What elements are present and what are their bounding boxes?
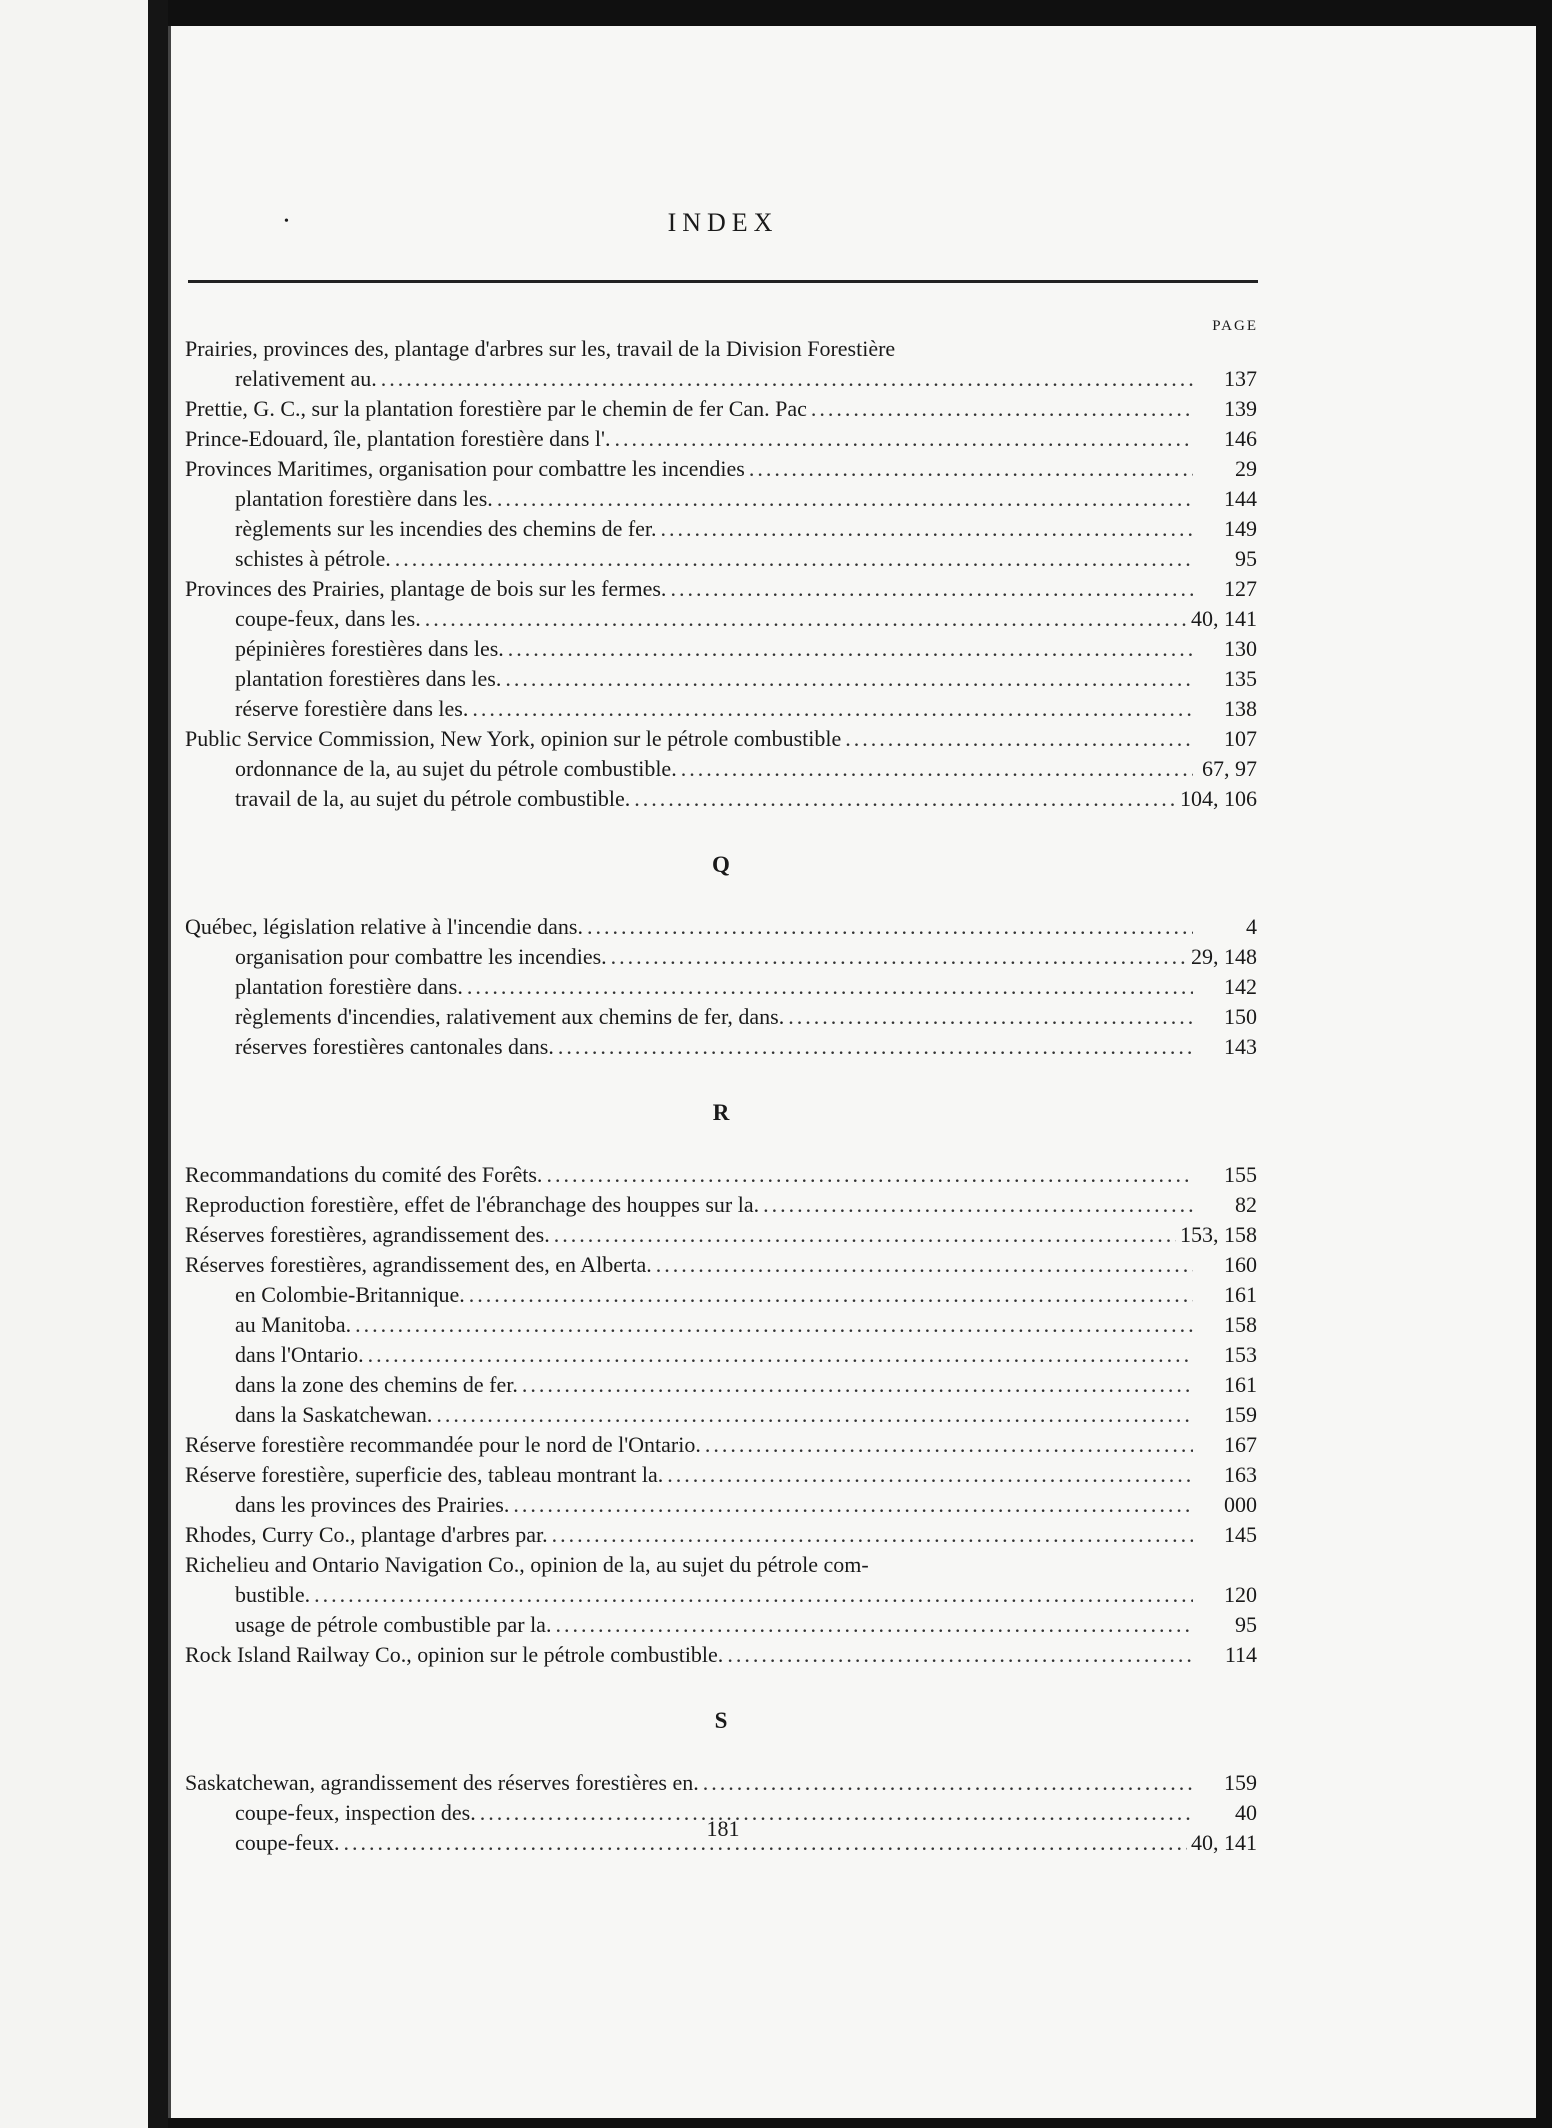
entry-page-ref: 161 [1224, 1372, 1257, 1397]
entry-page-ref: 150 [1224, 1004, 1257, 1029]
index-subentry [185, 484, 1257, 514]
leader-dots [703, 1768, 1193, 1798]
entry-page-ref: 163 [1224, 1462, 1257, 1487]
leader-dots [425, 604, 1187, 634]
leader-dots [611, 942, 1187, 972]
entry-text: ordonnance de la, au sujet du pétrole combustible. [235, 756, 677, 781]
index-subentry [185, 754, 1257, 784]
index-entry [185, 1520, 1257, 1550]
entry-page-ref: 144 [1224, 486, 1257, 511]
entry-page-ref: 104, 106 [1180, 786, 1257, 811]
entry-page-ref: 67, 97 [1202, 756, 1257, 781]
index-subentry [185, 1400, 1257, 1430]
index-entry [185, 424, 1257, 454]
index-entry [185, 1430, 1257, 1460]
page-header [188, 208, 1258, 238]
entry-text: coupe-feux, inspection des. [235, 1800, 476, 1825]
entry-text: règlements d'incendies, ralativement aux chemins de fer, dans. [235, 1004, 785, 1029]
entry-page-ref: 161 [1224, 1282, 1257, 1307]
entry-text: Réserves forestières, agrandissement des, en Alberta. [185, 1252, 652, 1277]
leader-dots [395, 544, 1193, 574]
entry-page-ref: 142 [1224, 974, 1257, 999]
index-subentry [185, 364, 1257, 394]
entry-page-ref: 159 [1224, 1770, 1257, 1795]
entry-text: Public Service Commission, New York, opinion sur le pétrole combustible [185, 726, 842, 751]
leader-dots [381, 364, 1193, 394]
entry-page-ref: 40, 141 [1191, 606, 1257, 631]
entry-text: bustible. [235, 1582, 311, 1607]
index-entry [185, 1250, 1257, 1280]
entry-page-ref: 153, 158 [1180, 1222, 1257, 1247]
entry-text: Réserve forestière, superficie des, tableau montrant la. [185, 1462, 664, 1487]
index-subentry [185, 1580, 1257, 1610]
leader-dots [661, 514, 1193, 544]
entry-page-ref: 138 [1224, 696, 1257, 721]
index-subentry [185, 664, 1257, 694]
index-entries [185, 334, 1257, 1858]
leader-dots [522, 1370, 1193, 1400]
leader-dots [656, 1250, 1193, 1280]
leader-dots [788, 1002, 1193, 1032]
entry-page-ref: 137 [1224, 366, 1257, 391]
index-entry [185, 574, 1257, 604]
section-letter: S [714, 1708, 728, 1733]
entry-text: Réserves forestières, agrandissement des. [185, 1222, 550, 1247]
leader-dots [811, 394, 1193, 424]
index-entry [185, 724, 1257, 754]
entry-page-ref: 145 [1224, 1522, 1257, 1547]
entry-page-ref: 95 [1235, 1612, 1257, 1637]
entry-text: relativement au. [235, 366, 377, 391]
entry-text: Provinces Maritimes, organisation pour combattre les incendies [185, 456, 745, 481]
leader-dots [508, 634, 1193, 664]
entry-text: Québec, législation relative à l'incendie dans. [185, 914, 583, 939]
leader-dots [727, 1640, 1193, 1670]
entry-text: Richelieu and Ontario Navigation Co., opinion de la, au sujet du pétrole com- [185, 1552, 869, 1577]
leader-dots [763, 1190, 1193, 1220]
leader-dots [513, 1490, 1193, 1520]
entry-text: travail de la, au sujet du pétrole combustible. [235, 786, 631, 811]
index-entry [185, 1220, 1257, 1250]
entry-text: dans l'Ontario. [235, 1342, 364, 1367]
entry-text: plantation forestière dans. [235, 974, 463, 999]
entry-text: au Manitoba. [235, 1312, 352, 1337]
index-subentry [185, 1490, 1257, 1520]
entry-page-ref: 107 [1224, 726, 1257, 751]
entry-text: plantation forestière dans les. [235, 486, 493, 511]
entry-page-ref: 29 [1235, 456, 1257, 481]
leader-dots [749, 454, 1193, 484]
index-entry [185, 1460, 1257, 1490]
index-subentry [185, 1280, 1257, 1310]
header-mark: • [284, 214, 289, 229]
index-entry [185, 1190, 1257, 1220]
index-subentry [185, 1370, 1257, 1400]
index-entry [185, 912, 1257, 942]
index-entry [185, 1768, 1257, 1798]
leader-dots [670, 574, 1193, 604]
entry-page-ref: 167 [1224, 1432, 1257, 1457]
index-subentry [185, 1340, 1257, 1370]
entry-page-ref: 40 [1235, 1800, 1257, 1825]
entry-text: organisation pour combattre les incendies. [235, 944, 607, 969]
entry-page-ref: 158 [1224, 1312, 1257, 1337]
index-subentry [185, 1310, 1257, 1340]
entry-page-ref: 143 [1224, 1034, 1257, 1059]
book-gutter [148, 0, 168, 2128]
entry-page-ref: 40, 141 [1191, 1830, 1257, 1855]
adjacent-page-edge [0, 0, 148, 2128]
entry-text: usage de pétrole combustible par la. [235, 1612, 552, 1637]
index-entry [185, 394, 1257, 424]
entry-page-ref: 159 [1224, 1402, 1257, 1427]
entry-text: dans les provinces des Prairies. [235, 1492, 510, 1517]
entry-page-ref: 4 [1246, 914, 1257, 939]
leader-dots [558, 1032, 1193, 1062]
entry-page-ref: 000 [1224, 1492, 1257, 1517]
entry-text: pépinières forestières dans les. [235, 636, 504, 661]
entry-page-ref: 130 [1224, 636, 1257, 661]
entry-page-ref: 29, 148 [1191, 944, 1257, 969]
section-letter: R [712, 1100, 730, 1125]
entry-text: Prairies, provinces des, plantage d'arbres sur les, travail de la Division Forestière [185, 336, 896, 361]
leader-dots [681, 754, 1193, 784]
index-subentry [185, 634, 1257, 664]
section-letter: Q [712, 852, 730, 877]
leader-dots [505, 664, 1193, 694]
entry-text: coupe-feux, dans les. [235, 606, 421, 631]
index-subentry [185, 972, 1257, 1002]
index-entry [185, 454, 1257, 484]
entry-text: dans la Saskatchewan. [235, 1402, 433, 1427]
entry-page-ref: 127 [1224, 576, 1257, 601]
entry-text: règlements sur les incendies des chemins de fer. [235, 516, 657, 541]
index-subentry [185, 604, 1257, 634]
leader-dots [554, 1220, 1176, 1250]
leader-dots [497, 484, 1193, 514]
entry-page-ref: 160 [1224, 1252, 1257, 1277]
entry-page-ref: 146 [1224, 426, 1257, 451]
leader-dots [615, 424, 1194, 454]
entry-page-ref: 139 [1224, 396, 1257, 421]
entry-page-ref: 155 [1224, 1162, 1257, 1187]
leader-dots [667, 1460, 1193, 1490]
entry-text: en Colombie-Britannique. [235, 1282, 465, 1307]
leader-dots [552, 1520, 1193, 1550]
leader-dots [355, 1310, 1193, 1340]
leader-dots [436, 1400, 1193, 1430]
entry-text: Prettie, G. C., sur la plantation forestière par le chemin de fer Can. Pac [185, 396, 807, 421]
entry-text: Saskatchewan, agrandissement des réserves forestières en. [185, 1770, 699, 1795]
entry-text: réserves forestières cantonales dans. [235, 1034, 554, 1059]
index-subentry [185, 942, 1257, 972]
index-subentry [185, 514, 1257, 544]
leader-dots [845, 724, 1193, 754]
page-column-label: PAGE [1212, 318, 1258, 334]
header-rule [188, 280, 1258, 283]
index-entry [185, 1160, 1257, 1190]
entry-text: Rhodes, Curry Co., plantage d'arbres par. [185, 1522, 548, 1547]
entry-page-ref: 82 [1235, 1192, 1257, 1217]
entry-text: Provinces des Prairies, plantage de bois sur les fermes. [185, 576, 667, 601]
entry-text: schistes à pétrole. [235, 546, 391, 571]
entry-text: Réserve forestière recommandée pour le nord de l'Ontario. [185, 1432, 701, 1457]
leader-dots [368, 1340, 1193, 1370]
index-subentry [185, 544, 1257, 574]
index-subentry [185, 694, 1257, 724]
index-entry [185, 1640, 1257, 1670]
entry-text: Rock Island Railway Co., opinion sur le pétrole combustible. [185, 1642, 724, 1667]
leader-dots [546, 1160, 1193, 1190]
entry-text: coupe-feux. [235, 1830, 340, 1855]
index-subentry [185, 1002, 1257, 1032]
entry-text: plantation forestières dans les. [235, 666, 502, 691]
leader-dots [469, 1280, 1193, 1310]
entry-text: dans la zone des chemins de fer. [235, 1372, 518, 1397]
index-subentry [185, 784, 1257, 814]
entry-page-ref: 120 [1224, 1582, 1257, 1607]
page-title: INDEX [667, 208, 779, 237]
leader-dots [472, 694, 1193, 724]
entry-page-ref: 135 [1224, 666, 1257, 691]
entry-text: Recommandations du comité des Forêts. [185, 1162, 543, 1187]
entry-page-ref: 149 [1224, 516, 1257, 541]
leader-dots [587, 912, 1193, 942]
leader-dots [467, 972, 1193, 1002]
leader-dots [705, 1430, 1193, 1460]
index-subentry [185, 1032, 1257, 1062]
entry-text: Reproduction forestière, effet de l'ébranchage des houppes sur la. [185, 1192, 760, 1217]
entry-page-ref: 153 [1224, 1342, 1257, 1367]
leader-dots [555, 1610, 1193, 1640]
leader-dots [634, 784, 1176, 814]
entry-text: Prince-Edouard, île, plantation forestière dans l'. [185, 426, 611, 451]
page-number: 181 [706, 1816, 740, 1841]
index-entry [185, 1550, 1257, 1580]
entry-text: réserve forestière dans les. [235, 696, 469, 721]
entry-page-ref: 95 [1235, 546, 1257, 571]
index-subentry [185, 1610, 1257, 1640]
entry-page-ref: 114 [1224, 1642, 1257, 1667]
index-entry [185, 334, 1257, 364]
leader-dots [314, 1580, 1193, 1610]
